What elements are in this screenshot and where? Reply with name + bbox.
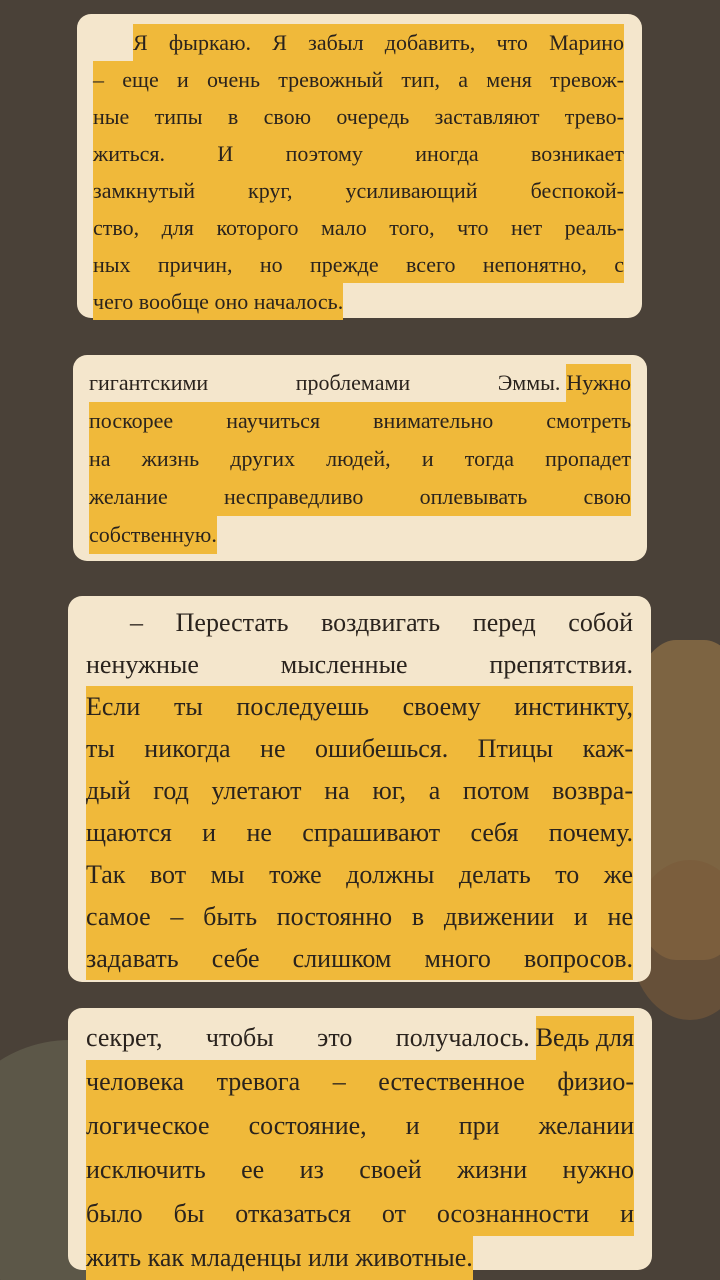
highlighted-text: ных причин, но прежде всего непонятно, с — [93, 246, 624, 283]
quote-card-3 — [68, 596, 651, 982]
text-line — [86, 1236, 634, 1280]
text-line — [86, 812, 633, 854]
highlighted-text: логическое состояние, и при желании — [86, 1104, 634, 1148]
text-line — [86, 1104, 634, 1148]
text-line — [89, 478, 631, 516]
quote-card-4 — [68, 1008, 652, 1270]
text-line — [93, 209, 624, 246]
highlighted-text: Если ты последуешь своему инстинкту, — [86, 686, 633, 728]
highlighted-text: собственную. — [89, 516, 217, 554]
quote-card-2 — [73, 355, 647, 561]
highlighted-text: поскорее научиться внимательно смотреть — [89, 402, 631, 440]
text-line — [93, 61, 624, 98]
highlighted-text: Я фыркаю. Я забыл добавить, что Марино — [133, 24, 624, 61]
text-line — [86, 854, 633, 896]
highlighted-text: самое – быть постоянно в движении и не — [86, 896, 633, 938]
highlighted-text: дый год улетают на юг, а потом возвра- — [86, 770, 633, 812]
text-line — [86, 686, 633, 728]
highlighted-text: Ведь для — [536, 1016, 634, 1060]
text-line — [86, 896, 633, 938]
text-line — [86, 1148, 634, 1192]
text-line — [86, 602, 633, 644]
highlighted-text: ство, для которого мало того, что нет реаль- — [93, 209, 624, 246]
highlighted-text: чего вообще оно началось. — [93, 283, 343, 320]
text-line — [86, 1192, 634, 1236]
text-line — [93, 283, 624, 320]
text-line — [93, 172, 624, 209]
highlighted-text: – еще и очень тревожный тип, а меня тревож- — [93, 61, 624, 98]
text-line — [86, 770, 633, 812]
highlighted-text: желание несправедливо оплевывать свою — [89, 478, 631, 516]
highlighted-text: на жизнь других людей, и тогда пропадет — [89, 440, 631, 478]
plain-text: – Перестать воздвигать перед собой — [130, 608, 633, 637]
highlighted-text: жить как младенцы или животные. — [86, 1236, 473, 1280]
highlighted-text: человека тревога – естественное физио- — [86, 1060, 634, 1104]
highlighted-text: Нужно — [566, 364, 631, 402]
highlighted-text: исключить ее из своей жизни нужно — [86, 1148, 634, 1192]
highlighted-text: житься. И поэтому иногда возникает — [93, 135, 624, 172]
highlighted-text: было бы отказаться от осознанности и — [86, 1192, 634, 1236]
text-line — [86, 728, 633, 770]
highlighted-text: ты никогда не ошибешься. Птицы каж- — [86, 728, 633, 770]
text-line — [86, 1016, 634, 1060]
highlighted-text: замкнутый круг, усиливающий беспокой- — [93, 172, 624, 209]
highlighted-text: щаются и не спрашивают себя почему. — [86, 812, 633, 854]
text-line — [89, 440, 631, 478]
text-line — [86, 1060, 634, 1104]
highlighted-text: Так вот мы тоже должны делать то же — [86, 854, 633, 896]
text-line — [86, 938, 633, 980]
text-line — [89, 402, 631, 440]
highlighted-text: ные типы в свою очередь заставляют трево- — [93, 98, 624, 135]
plain-text: секрет, чтобы это получалось. — [86, 1023, 530, 1052]
text-line — [93, 24, 624, 61]
highlighted-text: задавать себе слишком много вопросов. — [86, 938, 633, 980]
text-line — [89, 516, 631, 554]
text-line — [93, 98, 624, 135]
text-line — [93, 135, 624, 172]
text-line — [86, 644, 633, 686]
quote-card-1 — [77, 14, 642, 318]
text-line — [93, 246, 624, 283]
text-line — [89, 364, 631, 402]
plain-text: ненужные мысленные препятствия. — [86, 650, 633, 679]
plain-text: гигантскими проблемами Эммы. — [89, 370, 561, 395]
